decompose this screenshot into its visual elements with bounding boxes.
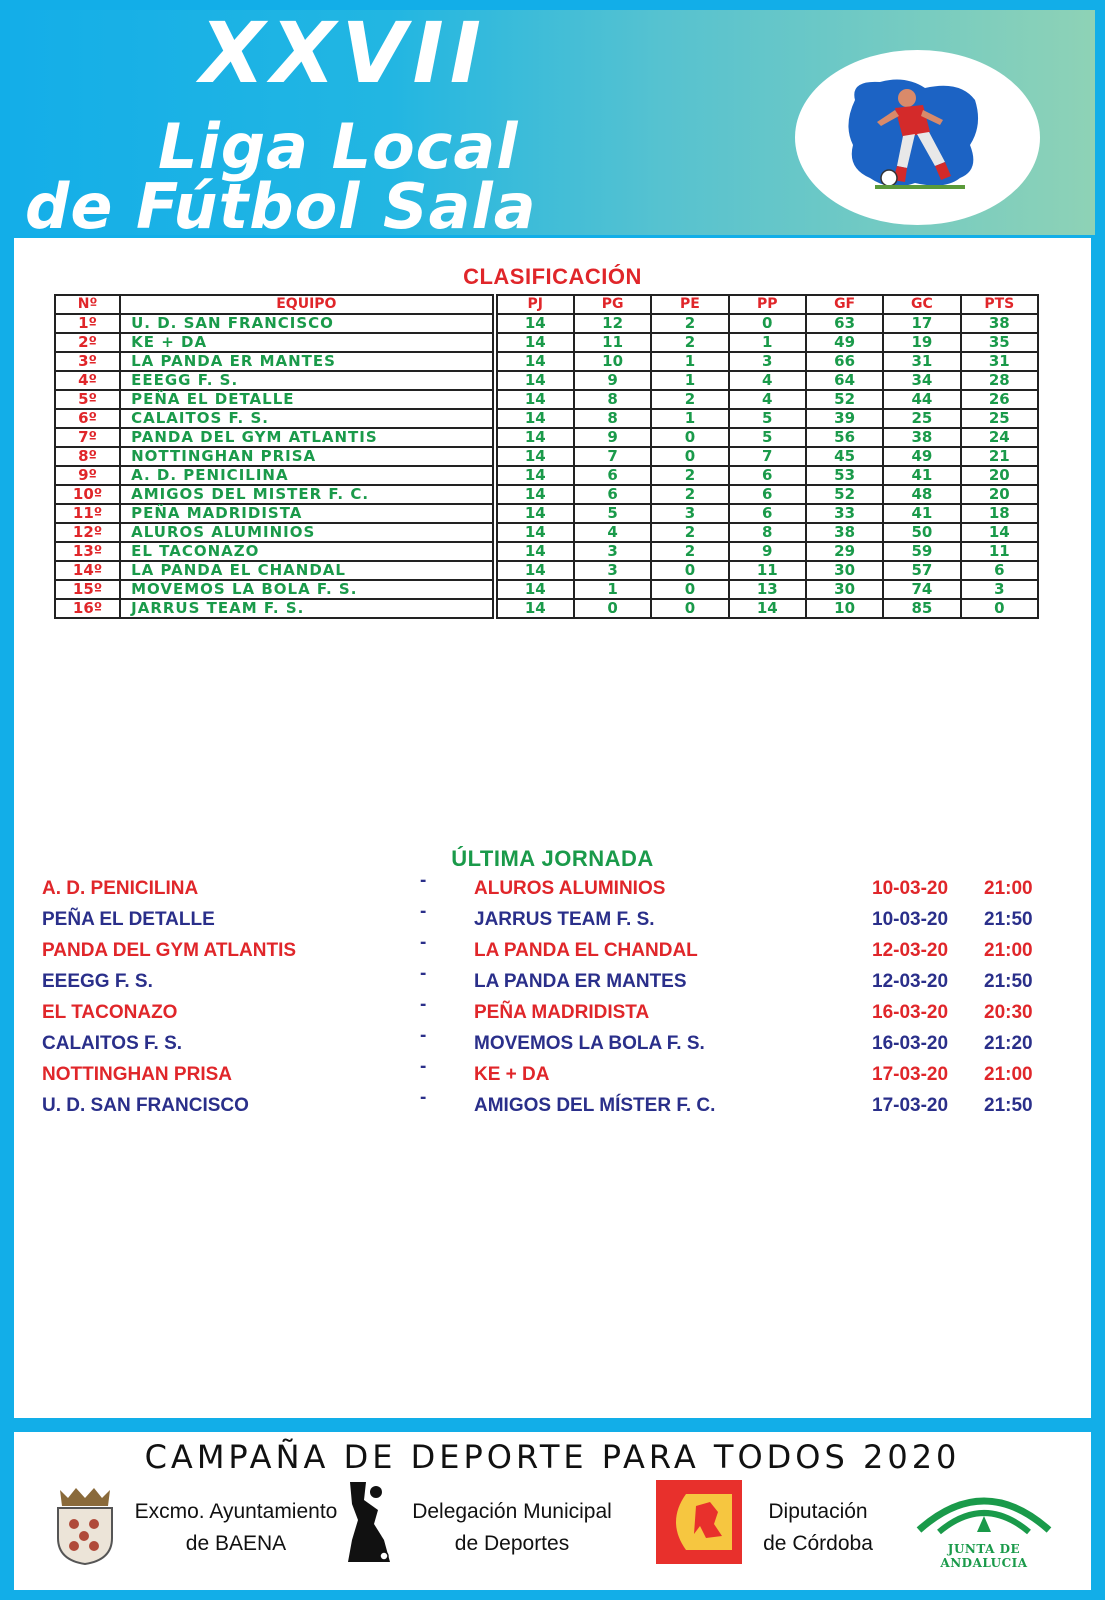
poster-header [10, 10, 1095, 235]
cell-pg: 3 [574, 542, 651, 561]
match-date: 12-03-20 [872, 940, 949, 961]
col-header-pts: PTS [961, 295, 1038, 314]
col-header-gf: GF [806, 295, 883, 314]
cell-pg: 7 [574, 447, 651, 466]
cell-team: EEEGG F. S. [120, 371, 492, 390]
cell-gc: 50 [883, 523, 960, 542]
cell-pe: 1 [651, 352, 728, 371]
match-row [42, 996, 1082, 1027]
match-date: 10-03-20 [872, 909, 949, 930]
sponsor-junta-label: JUNTA DE ANDALUCIA [940, 1542, 1028, 1570]
col-header-pj: PJ [497, 295, 574, 314]
match-away: JARRUS TEAM F. S. [474, 909, 655, 930]
match-sep: - [420, 1056, 427, 1077]
cell-pp: 14 [729, 599, 806, 618]
cell-gf: 64 [806, 371, 883, 390]
cell-pj: 14 [497, 504, 574, 523]
cell-team: PEÑA MADRIDISTA [120, 504, 492, 523]
cell-team: LA PANDA ER MANTES [120, 352, 492, 371]
cell-position: 9º [55, 466, 120, 485]
cell-pe: 0 [651, 561, 728, 580]
cell-pts: 26 [961, 390, 1038, 409]
cell-position: 15º [55, 580, 120, 599]
match-away: KE + DA [474, 1064, 550, 1085]
match-sep: - [420, 994, 427, 1015]
sponsor-junta [909, 1480, 1059, 1580]
cell-position: 2º [55, 333, 120, 352]
cell-pts: 35 [961, 333, 1038, 352]
match-home: CALAITOS F. S. [42, 1033, 183, 1054]
cell-pj: 14 [497, 447, 574, 466]
cell-pts: 0 [961, 599, 1038, 618]
col-header-pe: PE [651, 295, 728, 314]
cell-pg: 9 [574, 371, 651, 390]
sponsor-delegacion-line2: de Deportes [454, 1532, 570, 1555]
cell-pj: 14 [497, 561, 574, 580]
last-round-title: ÚLTIMA JORNADA [451, 846, 654, 871]
match-time: 20:30 [984, 1002, 1033, 1023]
sponsor-delegacion-line1: Delegación Municipal [412, 1500, 612, 1523]
cell-gc: 31 [883, 352, 960, 371]
standings-row [55, 447, 1038, 466]
cell-pg: 10 [574, 352, 651, 371]
cell-position: 5º [55, 390, 120, 409]
cell-pe: 2 [651, 390, 728, 409]
cell-gf: 30 [806, 561, 883, 580]
cell-pj: 14 [497, 542, 574, 561]
cell-position: 4º [55, 371, 120, 390]
cell-pp: 6 [729, 485, 806, 504]
cell-pj: 14 [497, 428, 574, 447]
cell-pp: 6 [729, 466, 806, 485]
cell-pe: 0 [651, 447, 728, 466]
cell-position: 1º [55, 314, 120, 333]
cell-team: U. D. SAN FRANCISCO [120, 314, 492, 333]
cell-pg: 0 [574, 599, 651, 618]
standings-row [55, 561, 1038, 580]
cell-pp: 7 [729, 447, 806, 466]
match-date: 17-03-20 [872, 1095, 949, 1116]
cell-pg: 4 [574, 523, 651, 542]
cell-position: 3º [55, 352, 120, 371]
match-row [42, 872, 1082, 903]
cell-pj: 14 [497, 599, 574, 618]
cell-pts: 31 [961, 352, 1038, 371]
cell-pe: 2 [651, 523, 728, 542]
cell-gf: 52 [806, 485, 883, 504]
match-time: 21:50 [984, 909, 1033, 930]
match-row [42, 1027, 1082, 1058]
cell-pe: 2 [651, 314, 728, 333]
cell-gf: 29 [806, 542, 883, 561]
cell-team: LA PANDA EL CHANDAL [120, 561, 492, 580]
sponsor-diputacion-line1: Diputación [768, 1500, 868, 1523]
match-time: 21:50 [984, 971, 1033, 992]
cell-pp: 0 [729, 314, 806, 333]
cell-pp: 13 [729, 580, 806, 599]
match-away: MOVEMOS LA BOLA F. S. [474, 1033, 705, 1054]
cell-gc: 38 [883, 428, 960, 447]
cell-pts: 20 [961, 485, 1038, 504]
cell-gc: 49 [883, 447, 960, 466]
cell-pg: 11 [574, 333, 651, 352]
cell-team: NOTTINGHAN PRISA [120, 447, 492, 466]
col-header-team: EQUIPO [120, 295, 492, 314]
standings-row [55, 542, 1038, 561]
sponsor-ayuntamiento-line1: Excmo. Ayuntamiento [134, 1500, 338, 1523]
cell-position: 14º [55, 561, 120, 580]
standings-row [55, 314, 1038, 333]
cell-pg: 1 [574, 580, 651, 599]
cell-pts: 25 [961, 409, 1038, 428]
cell-pe: 2 [651, 466, 728, 485]
standings-row [55, 523, 1038, 542]
cell-pj: 14 [497, 371, 574, 390]
cell-gf: 10 [806, 599, 883, 618]
cell-pe: 1 [651, 371, 728, 390]
cell-pj: 14 [497, 333, 574, 352]
cell-pp: 6 [729, 504, 806, 523]
match-home: PANDA DEL GYM ATLANTIS [42, 940, 297, 961]
cell-pg: 8 [574, 390, 651, 409]
cell-pp: 9 [729, 542, 806, 561]
cell-gf: 66 [806, 352, 883, 371]
cell-gf: 39 [806, 409, 883, 428]
cell-pj: 14 [497, 409, 574, 428]
cell-gc: 17 [883, 314, 960, 333]
cell-pp: 1 [729, 333, 806, 352]
sponsor-diputacion-line2: de Córdoba [763, 1532, 873, 1555]
cell-pp: 5 [729, 428, 806, 447]
cell-team: AMIGOS DEL MISTER F. C. [120, 485, 492, 504]
poster-body [14, 238, 1091, 1418]
standings-row [55, 580, 1038, 599]
sponsor-ayuntamiento-line2: de BAENA [185, 1532, 287, 1555]
standings-row [55, 409, 1038, 428]
cell-pe: 2 [651, 485, 728, 504]
cell-pts: 28 [961, 371, 1038, 390]
match-home: A. D. PENICILINA [42, 878, 199, 899]
edition-title: XXVII [200, 10, 488, 102]
cell-team: KE + DA [120, 333, 492, 352]
cell-pj: 14 [497, 352, 574, 371]
cell-gc: 41 [883, 466, 960, 485]
cell-pg: 6 [574, 466, 651, 485]
cell-pe: 0 [651, 599, 728, 618]
cell-pe: 0 [651, 580, 728, 599]
cell-position: 12º [55, 523, 120, 542]
cell-position: 16º [55, 599, 120, 618]
cell-team: MOVEMOS LA BOLA F. S. [120, 580, 492, 599]
match-sep: - [420, 1087, 427, 1108]
cell-pts: 38 [961, 314, 1038, 333]
cell-position: 7º [55, 428, 120, 447]
match-away: PEÑA MADRIDISTA [474, 1002, 650, 1023]
col-header-pg: PG [574, 295, 651, 314]
match-sep: - [420, 870, 427, 891]
cell-pg: 8 [574, 409, 651, 428]
match-home: EL TACONAZO [42, 1002, 178, 1023]
match-row [42, 965, 1082, 996]
cell-pts: 3 [961, 580, 1038, 599]
cell-gc: 44 [883, 390, 960, 409]
sports-delegation-icon [344, 1480, 394, 1566]
cell-gf: 63 [806, 314, 883, 333]
match-away: AMIGOS DEL MÍSTER F. C. [474, 1095, 716, 1116]
match-date: 10-03-20 [872, 878, 949, 899]
standings-row [55, 352, 1038, 371]
cell-pts: 21 [961, 447, 1038, 466]
standings-row [55, 466, 1038, 485]
league-title: Liga Local [158, 110, 519, 183]
standings-row [55, 485, 1038, 504]
cell-pe: 1 [651, 409, 728, 428]
standings-row [55, 504, 1038, 523]
cell-gc: 48 [883, 485, 960, 504]
cell-pj: 14 [497, 580, 574, 599]
cell-gc: 34 [883, 371, 960, 390]
cell-team: CALAITOS F. S. [120, 409, 492, 428]
cell-pp: 8 [729, 523, 806, 542]
standings-header-row [55, 295, 1038, 314]
match-home: NOTTINGHAN PRISA [42, 1064, 232, 1085]
cell-pp: 11 [729, 561, 806, 580]
cell-gc: 25 [883, 409, 960, 428]
match-home: PEÑA EL DETALLE [42, 909, 215, 930]
match-date: 16-03-20 [872, 1002, 949, 1023]
standings-row [55, 333, 1038, 352]
col-header-gc: GC [883, 295, 960, 314]
cell-team: JARRUS TEAM F. S. [120, 599, 492, 618]
cell-pp: 5 [729, 409, 806, 428]
cell-gf: 52 [806, 390, 883, 409]
match-sep: - [420, 1025, 427, 1046]
match-away: ALUROS ALUMINIOS [474, 878, 666, 899]
cell-pp: 3 [729, 352, 806, 371]
match-date: 16-03-20 [872, 1033, 949, 1054]
cell-pg: 9 [574, 428, 651, 447]
cell-pp: 4 [729, 390, 806, 409]
cell-pj: 14 [497, 485, 574, 504]
cell-gf: 45 [806, 447, 883, 466]
cell-gf: 49 [806, 333, 883, 352]
baena-coat-of-arms-icon [50, 1486, 120, 1566]
cell-gc: 41 [883, 504, 960, 523]
cell-pts: 14 [961, 523, 1038, 542]
campaign-title: CAMPAÑA DE DEPORTE PARA TODOS 2020 [144, 1438, 961, 1476]
cell-gf: 30 [806, 580, 883, 599]
cell-gf: 38 [806, 523, 883, 542]
cell-pp: 4 [729, 371, 806, 390]
match-away: LA PANDA ER MANTES [474, 971, 687, 992]
cell-team: ALUROS ALUMINIOS [120, 523, 492, 542]
diputacion-cordoba-icon [656, 1480, 742, 1564]
standings-title: CLASIFICACIÓN [463, 264, 642, 289]
match-time: 21:00 [984, 1064, 1033, 1085]
cell-team: EL TACONAZO [120, 542, 492, 561]
cell-gc: 59 [883, 542, 960, 561]
cell-pg: 6 [574, 485, 651, 504]
cell-position: 6º [55, 409, 120, 428]
cell-pts: 11 [961, 542, 1038, 561]
cell-gc: 74 [883, 580, 960, 599]
cell-pj: 14 [497, 466, 574, 485]
match-sep: - [420, 901, 427, 922]
league-logo [795, 50, 1040, 225]
col-header-pp: PP [729, 295, 806, 314]
match-row [42, 1058, 1082, 1089]
cell-pts: 20 [961, 466, 1038, 485]
cell-pts: 18 [961, 504, 1038, 523]
standings-row [55, 371, 1038, 390]
cell-position: 10º [55, 485, 120, 504]
cell-pj: 14 [497, 523, 574, 542]
standings-row [55, 428, 1038, 447]
cell-gc: 57 [883, 561, 960, 580]
standings-row [55, 599, 1038, 618]
junta-andalucia-icon [909, 1480, 1059, 1540]
match-time: 21:50 [984, 1095, 1033, 1116]
league-subtitle: de Fútbol Sala [25, 170, 537, 235]
col-header-position: Nº [55, 295, 120, 314]
cell-team: PANDA DEL GYM ATLANTIS [120, 428, 492, 447]
match-date: 17-03-20 [872, 1064, 949, 1085]
match-date: 12-03-20 [872, 971, 949, 992]
cell-team: A. D. PENICILINA [120, 466, 492, 485]
sponsor-diputacion [656, 1480, 896, 1580]
footballer-icon [795, 50, 1040, 225]
cell-pe: 2 [651, 333, 728, 352]
match-row [42, 1089, 1082, 1120]
cell-gf: 53 [806, 466, 883, 485]
match-time: 21:20 [984, 1033, 1033, 1054]
match-time: 21:00 [984, 878, 1033, 899]
cell-position: 8º [55, 447, 120, 466]
cell-pts: 24 [961, 428, 1038, 447]
match-row [42, 934, 1082, 965]
match-home: U. D. SAN FRANCISCO [42, 1095, 249, 1116]
poster-footer [14, 1432, 1091, 1590]
cell-pe: 2 [651, 542, 728, 561]
match-row [42, 903, 1082, 934]
cell-gc: 19 [883, 333, 960, 352]
sponsor-ayuntamiento [50, 1480, 350, 1580]
match-away: LA PANDA EL CHANDAL [474, 940, 698, 961]
cell-pg: 5 [574, 504, 651, 523]
last-round-list [42, 872, 1082, 1120]
cell-pe: 3 [651, 504, 728, 523]
sponsor-delegacion [344, 1480, 634, 1580]
cell-pts: 6 [961, 561, 1038, 580]
cell-pj: 14 [497, 390, 574, 409]
match-home: EEEGG F. S. [42, 971, 153, 992]
cell-pj: 14 [497, 314, 574, 333]
cell-gf: 33 [806, 504, 883, 523]
cell-gf: 56 [806, 428, 883, 447]
cell-position: 13º [55, 542, 120, 561]
standings-row [55, 390, 1038, 409]
cell-team: PEÑA EL DETALLE [120, 390, 492, 409]
match-sep: - [420, 932, 427, 953]
cell-position: 11º [55, 504, 120, 523]
cell-pg: 3 [574, 561, 651, 580]
match-time: 21:00 [984, 940, 1033, 961]
match-sep: - [420, 963, 427, 984]
cell-pg: 12 [574, 314, 651, 333]
cell-pe: 0 [651, 428, 728, 447]
standings-table [54, 294, 1039, 619]
cell-gc: 85 [883, 599, 960, 618]
